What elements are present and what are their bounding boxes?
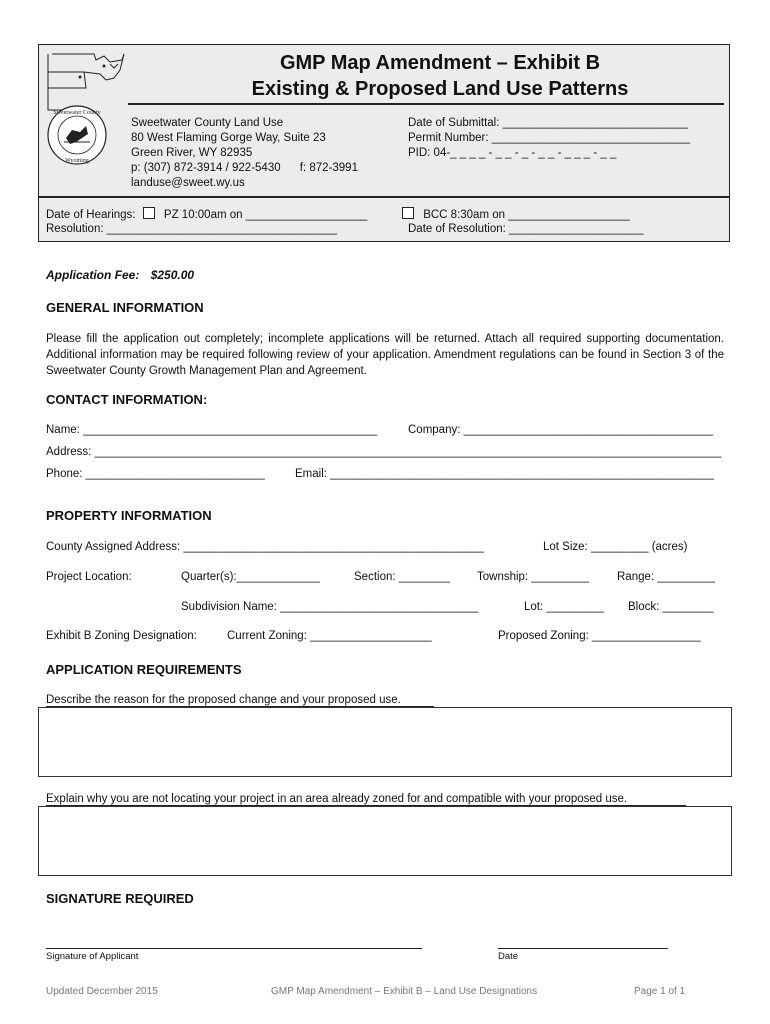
bcc-row	[398, 207, 630, 221]
county-logo	[44, 50, 130, 168]
email-field[interactable]: Email: ____________________________________________________________	[295, 468, 714, 480]
range-field[interactable]: Range: _________	[617, 571, 715, 583]
header-divider	[38, 196, 730, 198]
phone-field[interactable]: Phone: ____________________________	[46, 468, 265, 480]
name-field[interactable]: Name: ______________________________________________	[46, 424, 378, 436]
block-field[interactable]: Block: ________	[628, 601, 714, 613]
township-field[interactable]: Township: _________	[477, 571, 589, 583]
footer-page-number: Page 1 of 1	[634, 986, 686, 997]
county-seal-icon	[46, 104, 108, 166]
pz-checkbox[interactable]	[143, 207, 155, 219]
address-block	[131, 116, 358, 191]
location-textarea[interactable]	[38, 806, 732, 876]
proposed-zoning-field[interactable]: Proposed Zoning: _________________	[498, 630, 701, 642]
question-location-label: Explain why you are not locating your project in an area already zoned for and compatible with your proposed use.	[46, 793, 628, 805]
date-label: Date	[498, 951, 519, 962]
signature-required-heading: SIGNATURE REQUIRED	[46, 891, 194, 906]
address-line: landuse@sweet.wy.us	[131, 177, 245, 189]
property-information-heading: PROPERTY INFORMATION	[46, 508, 212, 523]
bcc-checkbox[interactable]	[402, 207, 414, 219]
address-line: Green River, WY 82935	[131, 147, 253, 159]
bcc-date-field[interactable]: BCC 8:30am on ___________________	[423, 209, 630, 221]
title-line-2: Existing & Proposed Land Use Patterns	[251, 78, 629, 100]
lot-size-field[interactable]: Lot Size: _________ (acres)	[543, 541, 688, 553]
current-zoning-field[interactable]: Current Zoning: ___________________	[227, 630, 432, 642]
date-of-submittal-field[interactable]: Date of Submittal: _____________________________	[408, 117, 689, 129]
date-of-resolution-field[interactable]: Date of Resolution: _____________________	[408, 223, 644, 235]
resolution-field[interactable]: Resolution: ____________________________________	[46, 223, 337, 235]
section-field[interactable]: Section: ________	[354, 571, 450, 583]
title-divider	[128, 103, 724, 105]
title-line-1: GMP Map Amendment – Exhibit B	[279, 52, 601, 74]
county-address-field[interactable]: County Assigned Address: _______________________________________________	[46, 541, 485, 553]
pid-field[interactable]: PID: 04-_ _ _ _ - _ _ - _ - _ _ - _ _ _ - _ _	[408, 147, 617, 159]
fee-label: Application Fee:	[46, 268, 140, 282]
application-fee	[46, 268, 194, 282]
address-line: Sweetwater County Land Use	[131, 117, 284, 129]
office-use-fields	[408, 116, 690, 161]
reason-textarea[interactable]	[38, 707, 732, 777]
address-field[interactable]: Address: __________________________________________________________________________________________________	[46, 446, 722, 458]
address-line: p: (307) 872-3914 / 922-5430 f: 872-3991	[131, 162, 358, 174]
signature-line[interactable]	[46, 948, 422, 949]
general-information-heading: GENERAL INFORMATION	[46, 300, 204, 315]
subdivision-field[interactable]: Subdivision Name: _______________________________	[181, 601, 479, 613]
project-location-label: Project Location:	[46, 571, 132, 583]
permit-number-field[interactable]: Permit Number: _______________________________	[408, 132, 690, 144]
fee-value: $250.00	[150, 268, 195, 282]
pz-date-field[interactable]: PZ 10:00am on ___________________	[163, 209, 368, 221]
footer-updated: Updated December 2015	[46, 986, 158, 997]
address-line: 80 West Flaming Gorge Way, Suite 23	[131, 132, 326, 144]
signature-label: Signature of Applicant	[46, 951, 139, 962]
company-field[interactable]: Company: _______________________________________	[408, 424, 714, 436]
application-requirements-heading: APPLICATION REQUIREMENTS	[46, 662, 242, 677]
hearings-label: Date of Hearings:	[46, 209, 136, 221]
contact-information-heading: CONTACT INFORMATION:	[46, 392, 208, 407]
quarter-field[interactable]: Quarter(s):_____________	[181, 571, 320, 583]
general-information-text: Please fill the application out completely; incomplete applications will be returned. Attach all required supporting documentation. Additional information may be required following review of your application. Amendment regulations can be found in Section 3 of the Sweetwater County Growth Management Plan and Agreement.	[46, 333, 724, 377]
svg-text:Wyoming: Wyoming	[65, 158, 89, 164]
lot-field[interactable]: Lot: _________	[524, 601, 604, 613]
zoning-designation-label: Exhibit B Zoning Designation:	[46, 630, 197, 642]
footer-title: GMP Map Amendment – Exhibit B – Land Use Designations	[271, 986, 538, 997]
hearings-row	[46, 207, 367, 221]
svg-text:Sweetwater County: Sweetwater County	[53, 110, 101, 116]
question-reason-label: Describe the reason for the proposed change and your proposed use.	[46, 694, 401, 706]
date-line[interactable]	[498, 948, 668, 949]
